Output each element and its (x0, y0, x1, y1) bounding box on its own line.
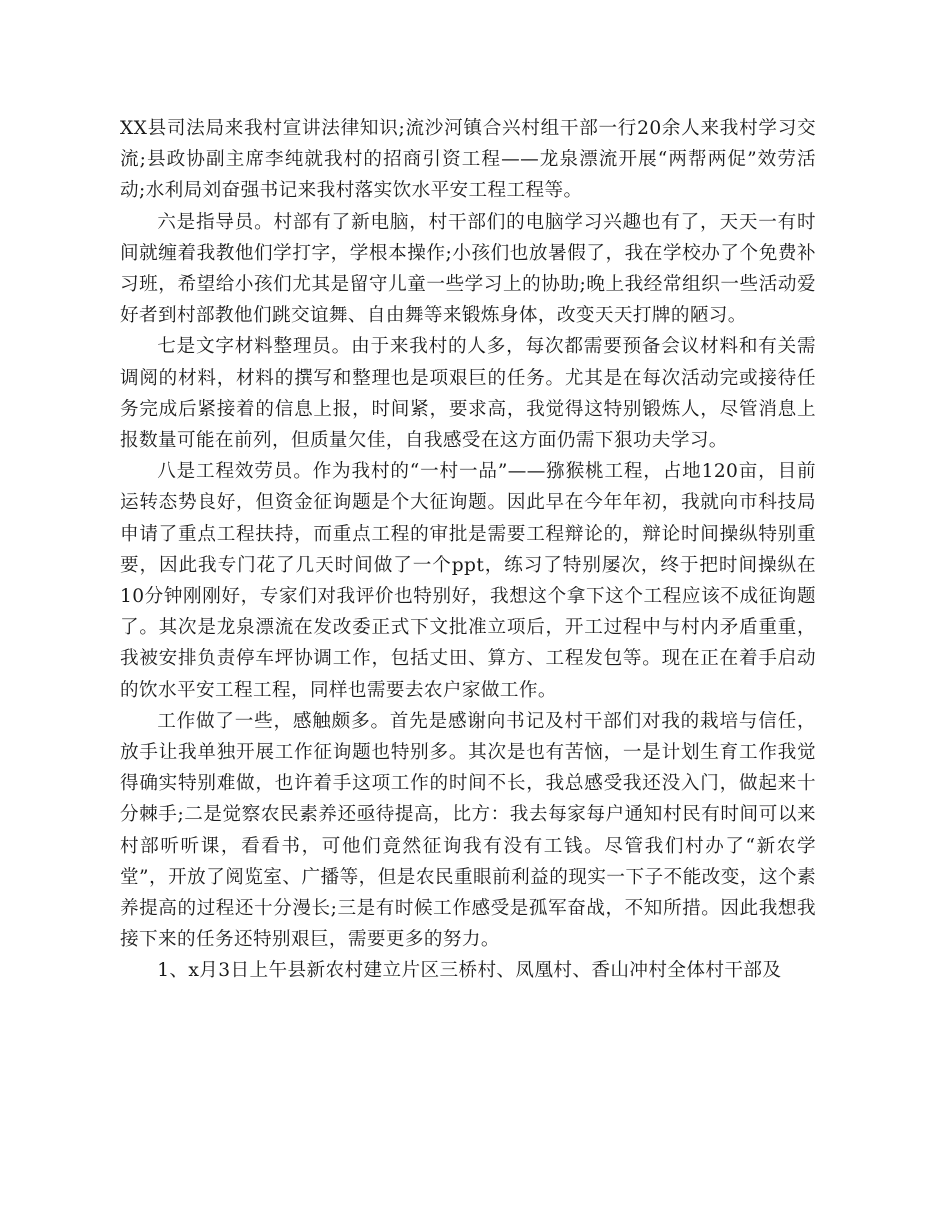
paragraph-5: 工作做了一些，感触颇多。首先是感谢向书记及村干部们对我的栽培与信任，放手让我单独开展工作征询题也特别多。其次是也有苦恼，一是计划生育工作我觉得确实特别难做，也许着手这项工作的时间不长，我总感受我还没入门，做起来十分棘手;二是觉察农民素养还亟待提高，比方：我去每家每户通知村民有时间可以来村部听听课，看看书，可他们竟然征询我有没有工钱。尽管我们村办了“新农学堂”，开放了阅览室、广播等，但是农民重眼前利益的现实一下子不能改变，这个素养提高的过程还十分漫长;三是有时候工作感受是孤军奋战，不知所措。因此我想我接下来的任务还特别艰巨，需要更多的努力。 (120, 710, 816, 951)
paragraph-2: 六是指导员。村部有了新电脑，村干部们的电脑学习兴趣也有了，天天一有时间就缠着我教他们学打字，学根本操作;小孩们也放暑假了，我在学校办了个免费补习班，希望给小孩们尤其是留守儿童一些学习上的协助;晚上我经常组织一些活动爱好者到村部教他们跳交谊舞、自由舞等来锻炼身体，改变天天打牌的陋习。 (120, 211, 816, 327)
paragraph-6: 1、x月3日上午县新农村建立片区三桥村、凤凰村、香山冲村全体村干部及 (157, 960, 782, 982)
paragraph-4: 八是工程效劳员。作为我村的“一村一品”——猕猴桃工程，占地120亩，目前运转态势良好，但资金征询题是个大征询题。因此早在今年年初，我就向市科技局申请了重点工程扶持，而重点工程的审批是需要工程辩论的，辩论时间操纵特别重要，因此我专门花了几天时间做了一个ppt，练习了特别屡次，终于把时间操纵在10分钟刚刚好，专家们对我评价也特别好，我想这个拿下这个工程应该不成征询题了。其次是龙泉漂流在发改委正式下文批准立项后，开工过程中与村内矛盾重重，我被安排负责停车坪协调工作，包括丈田、算方、工程发包等。现在正在着手启动的饮水平安工程工程，同样也需要去农户家做工作。 (120, 461, 816, 701)
document-body (120, 113, 816, 987)
paragraph-1: XX县司法局来我村宣讲法律知识;流沙河镇合兴村组干部一行20余人来我村学习交流;县政协副主席李纯就我村的招商引资工程——龙泉漂流开展“两帮两促”效劳活动;水利局刘奋强书记来我村落实饮水平安工程工程等。 (120, 118, 816, 202)
paragraph-3: 七是文字材料整理员。由于来我村的人多，每次都需要预备会议材料和有关需调阅的材料，材料的撰写和整理也是项艰巨的任务。尤其是在每次活动完或接待任务完成后紧接着的信息上报，时间紧，要求高，我觉得这特别锻炼人，尽管消息上报数量可能在前列，但质量欠佳，自我感受在这方面仍需下狠功夫学习。 (120, 336, 816, 452)
